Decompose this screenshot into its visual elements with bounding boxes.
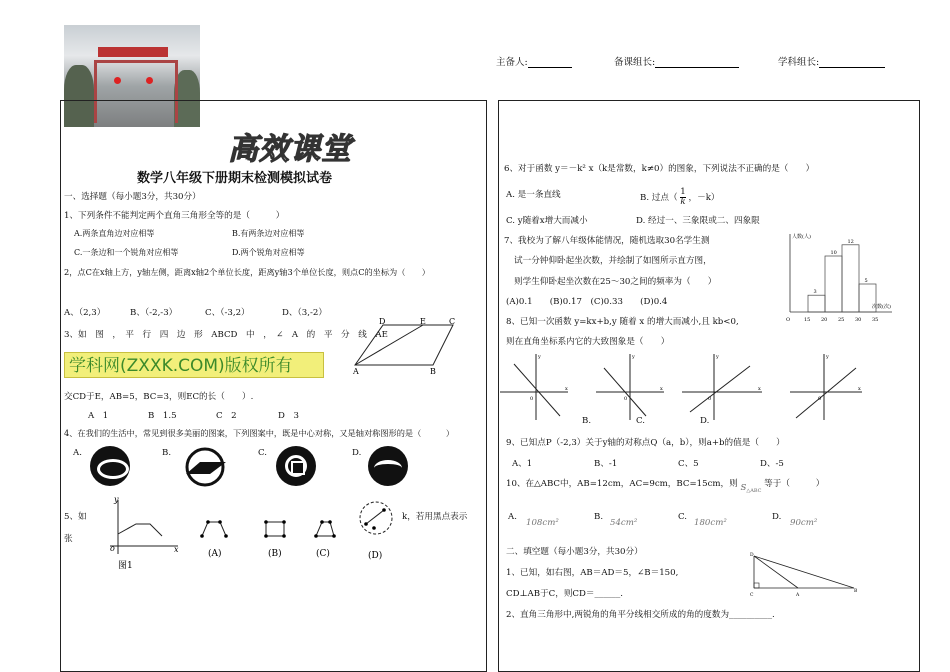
q1-option-c: C.一条边和一个锐角对应相等 (74, 248, 179, 257)
q8-graph-a (500, 354, 568, 420)
q3-option-d: D 3 (278, 411, 299, 421)
q10-value-d: 90cm² (790, 518, 818, 528)
svg-text:0: 0 (530, 396, 534, 402)
logo-d-icon (368, 446, 408, 486)
q6-option-a: A. 是一条直线 (506, 190, 561, 200)
q5-option-d-label: (D) (368, 551, 383, 561)
q7-options: (A)0.1 (B)0.17 (C)0.33 (D)0.4 (506, 297, 668, 307)
q4-label-b: B. (162, 448, 172, 458)
q10-value-b: 54cm² (610, 518, 638, 528)
logo-b-icon (180, 446, 230, 488)
q2-option-d: D、（3,-2） (282, 308, 327, 318)
q4-text: 4、在我们的生活中，常见到很多美丽的图案，下列图案中，既是中心对称，又是轴对称图形的是（ ） (64, 428, 455, 438)
hist-tick-label: 35 (872, 317, 879, 323)
svg-text:0: 0 (624, 396, 628, 402)
q9-option-c: C、5 (678, 459, 699, 469)
hist-tick-label: 25 (838, 317, 845, 323)
q5-text-start: 5、如 (64, 512, 87, 522)
logo-a-icon (90, 446, 130, 486)
q5-option-a-label: (A) (208, 549, 222, 559)
q9-option-a: A、1 (512, 459, 533, 469)
svg-text:0: 0 (708, 396, 712, 402)
f1-line2: CD⊥AB于C，则CD＝______. (506, 589, 623, 599)
f1-triangle-figure (746, 550, 866, 598)
hist-tick-label: 15 (804, 317, 811, 323)
q1-text: 1、下列条件不能判定两个直角三角形全等的是（ ） (64, 211, 285, 221)
q2-text: 2，点C在x轴上方，y轴左侧，距离x轴2个单位长度，距离y轴3个单位长度，则点C的坐标为（ ） (64, 267, 430, 277)
q3-option-a: A 1 (88, 411, 109, 421)
hist-bar-label: 10 (830, 250, 837, 256)
q10-letter-b: B. (594, 512, 604, 522)
q10-value-c: 180cm² (694, 518, 727, 528)
exam-title: 数学八年级下册期末检测模拟试卷 (137, 171, 333, 186)
hist-bar (842, 245, 859, 312)
svg-text:y: y (716, 354, 719, 360)
q6-option-d: D. 经过一、三象限或二、四象限 (636, 216, 760, 226)
svg-text:x: x (858, 386, 861, 392)
svg-text:y: y (826, 354, 829, 360)
q8-graph-d (790, 354, 862, 420)
hist-bar-label: 3 (813, 289, 817, 296)
q8-label-c: C. (636, 416, 646, 426)
f2-text: 2、直角三角形中,两锐角的角平分线相交所成的角的度数为__________. (506, 610, 775, 620)
q6-option-c: C. y随着x增大而减小 (506, 216, 588, 226)
q8-label-d: D. (700, 416, 710, 426)
svg-text:x: x (565, 386, 568, 392)
q10-letter-d: D. (772, 512, 782, 522)
q1-option-a: A.两条直角边对应相等 (74, 229, 155, 238)
q4-label-c: C. (258, 448, 268, 458)
hist-tick-label: 20 (821, 317, 828, 323)
section2-heading: 二、填空题（每小题3分，共30分） (506, 547, 643, 557)
point-d-label: D (379, 317, 386, 326)
point-b-label: B (430, 367, 436, 376)
q6-option-b: B. 过点（ $\frac{1}{k}$ ，－k） (640, 187, 720, 207)
art-title: 高效课堂 (228, 132, 352, 167)
svg-text:x: x (660, 386, 663, 392)
q5-text-line2: 张 (64, 534, 73, 544)
q7-line3: 则学生仰卧起坐次数在25～30之间的频率为（ ） (514, 277, 717, 287)
svg-text:x: x (758, 386, 761, 392)
q3-option-b: B 1.5 (148, 411, 177, 421)
point-a-label: A (353, 367, 359, 376)
svg-text:y: y (538, 354, 541, 360)
q8-line1: 8、已知一次函数 y=kx+b,y 随着 x 的增大而减小,且 kb<0, (506, 317, 739, 327)
q3-continued: 交CD于E，AB=5，BC=3，则EC的长（ ）. (64, 392, 254, 402)
logo-c-icon (276, 446, 316, 486)
q7-line1: 7、我校为了解八年级体能情况，随机选取30名学生测 (504, 236, 710, 246)
q8-graph-c (682, 354, 762, 420)
f1-point-c: C (750, 593, 754, 598)
q4-label-d: D. (352, 448, 362, 458)
f1-point-d: D (750, 553, 754, 558)
header-preparer: 主备人: (496, 54, 572, 68)
hist-bar (825, 256, 842, 312)
q7-line2: 试一分钟仰卧起坐次数，并绘制了如图所示直方图， (514, 256, 712, 266)
hist-origin: O (786, 317, 791, 323)
point-e-label: E (420, 317, 426, 326)
q5-text-end: k，若用黑点表示 (402, 512, 468, 522)
q8-graphs (500, 350, 880, 425)
q10-text: 10、在△ABC中，AB=12cm，AC=9cm，BC=15cm，则 $S_{\triangle ABC}$ 等于（ ） (506, 479, 825, 494)
q10-letter-c: C. (678, 512, 688, 522)
hist-y-label: 人数(人) (792, 234, 811, 240)
svg-text:0: 0 (818, 396, 822, 402)
q2-option-b: B、（-2,-3） (130, 308, 178, 318)
hist-tick-label: 30 (855, 317, 862, 323)
f1-point-b: B (854, 589, 858, 594)
copyright-watermark: 学科网(ZXXK.COM)版权所有 (64, 352, 324, 378)
figure1-caption: 图1 (118, 561, 133, 571)
graph-y-label: y (114, 495, 119, 504)
hist-bar-label: 5 (864, 278, 868, 284)
q9-option-b: B、-1 (594, 459, 618, 469)
q1-option-b: B.有两条边对应相等 (232, 229, 305, 238)
q6-text: 6、对于函数 y＝－k² x（k是常数，k≠0）的图象，下列说法不正确的是（ ） (504, 164, 815, 174)
q9-text: 9、已知点P（-2,3）关于y轴的对称点Q（a，b），则a+b的值是（ ） (506, 438, 785, 448)
hist-bar (808, 295, 825, 312)
hist-bar-label: 12 (847, 238, 854, 245)
q8-label-b: B. (582, 416, 592, 426)
svg-text:y: y (632, 354, 635, 360)
q5-option-c-label: (C) (316, 549, 330, 559)
q2-option-a: A、（2,3） (64, 308, 106, 318)
q5-option-b-label: (B) (268, 549, 282, 559)
q3-text: 3、如 图 ， 平 行 四 边 形 ABCD 中 ， ∠ A 的 平 分 线 AE (64, 330, 388, 340)
point-c-label: C (449, 317, 456, 326)
q9-option-d: D、-5 (760, 459, 784, 469)
q3-parallelogram-figure (345, 315, 475, 377)
section1-heading: 一、选择题（每小题3分，共30分） (64, 192, 201, 202)
q10-letter-a: A. (508, 512, 517, 522)
q8-graph-b (596, 354, 664, 420)
q7-histogram (780, 228, 900, 328)
f1-line1: 1、已知，如右图，AB＝AD＝5，∠B＝150, (506, 568, 679, 578)
f1-point-a: A (796, 593, 800, 598)
q1-option-d: D.两个锐角对应相等 (232, 248, 305, 257)
q2-option-c: C、（-3,2） (205, 308, 250, 318)
q3-option-c: C 2 (216, 411, 237, 421)
header-group-leader: 备课组长: (614, 54, 739, 68)
hist-x-label: 次数(次) (872, 304, 891, 310)
q5-figures (98, 494, 398, 574)
graph-origin-label: o (110, 544, 115, 553)
graph-x-label: x (174, 545, 179, 554)
header-subject-leader: 学科组长: (778, 54, 885, 68)
q10-value-a: 108cm² (526, 518, 559, 528)
q8-line2: 则在直角坐标系内它的大致图象是（ ） (506, 337, 670, 347)
q4-label-a: A. (73, 448, 82, 458)
